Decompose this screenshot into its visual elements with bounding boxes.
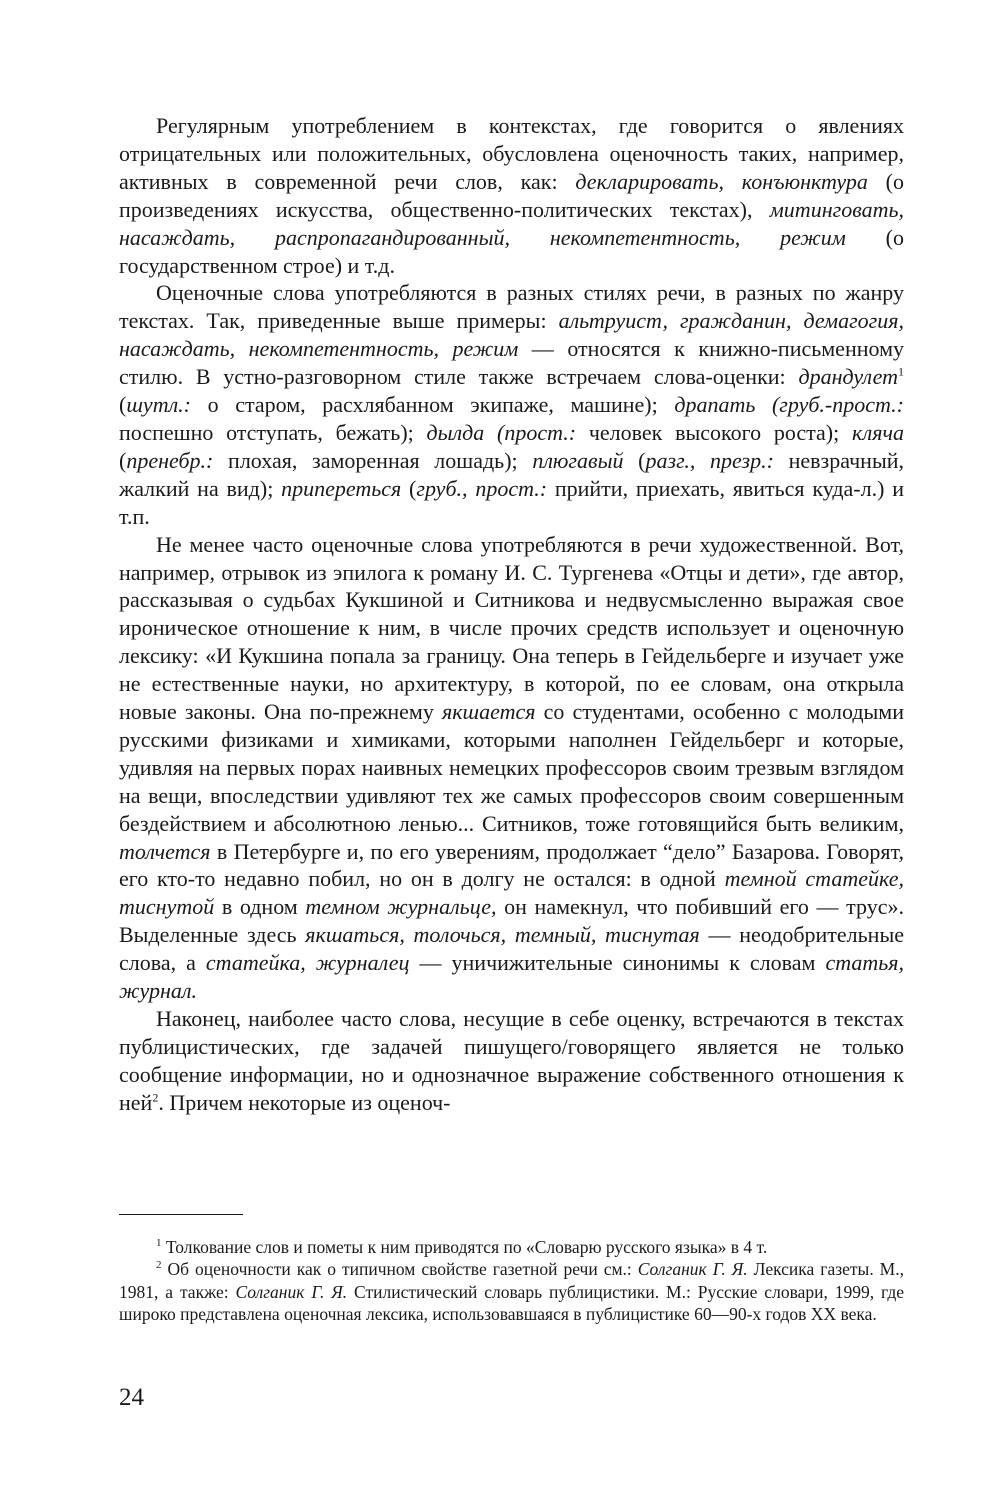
emphasis: шутл.: xyxy=(126,392,192,418)
emphasis: митинговать, насаждать, распропагандированный, некомпетентность, режим xyxy=(119,196,904,250)
emphasis: темном журнальце, xyxy=(305,894,497,920)
footnote-ref: 2 xyxy=(156,1259,162,1272)
text-run: ( xyxy=(119,392,127,418)
text-run: Толкование слов и пометы к ним приводятся по «Словарю русского языка» в 4 т. xyxy=(161,1237,768,1257)
text-run: в одном xyxy=(214,894,306,920)
footnotes xyxy=(119,1236,904,1326)
emphasis: Солганик Г. Я. xyxy=(637,1259,748,1280)
emphasis: плюгавый xyxy=(532,447,624,473)
paragraph xyxy=(119,531,904,1005)
text-run: прийти, приехать, явиться куда-л.) и т.п. xyxy=(119,475,905,529)
text-run: Регулярным употреблением в контекстах, где говорится о явлениях отрицательных или положительных, обусловлена оценочность таких, например, активных в современной речи слов, как: xyxy=(119,113,904,194)
emphasis: кляча xyxy=(851,419,904,445)
text-run: Наконец, наиболее часто слова, несущие в себе оценку, встречаются в текстах публицистических, где задачей пишущего/говорящего является не только сообщение информации, но и однозначное выражение собственного отношения к ней xyxy=(119,1006,904,1115)
text-run: со студентами, особенно с молодыми русскими физиками и химиками, которыми наполнен Гейдельберг и которые, удивляя на первых порах наивных немецких профессоров своим трезвым взглядом на вещи, впоследствии удивляют тех же самых профессоров своим совершенным бездействием и абсолютною ленью... Ситников, тоже готовящийся быть великим, xyxy=(119,699,904,836)
footnote xyxy=(119,1258,904,1325)
text-run: . Причем некоторые из оценоч- xyxy=(158,1089,451,1115)
text-run: он намекнул, что побивший его — трус». Выделенные здесь xyxy=(119,894,905,948)
paragraph xyxy=(119,279,904,530)
text-run: Лексика газеты. М., 1981, а также: xyxy=(119,1259,904,1302)
footnote-ref: 1 xyxy=(898,364,904,379)
text-run: — уничижительные синонимы к словам xyxy=(409,950,826,976)
emphasis: толчется xyxy=(119,838,211,864)
text-run: ( xyxy=(119,447,127,473)
text-run: Не менее часто оценочные слова употребляются в речи художественной. Вот, например, отрывок из эпилога к роману И. С. Тургенева «Отцы и дети», где автор, рассказывая о судьбах Кукшиной и Ситникова и недвусмысленно выражая свое ироническое отношение к ним, в числе прочих средств использует и оценочную лексику: «И Кукшина попала за границу. Она теперь в Гейдельберге и изучает уже не естественные науки, но архитектуру, в которой, по ее словам, она открыла новые законы. Она по-прежнему xyxy=(119,531,904,725)
emphasis: драпать (груб.-прост.: xyxy=(674,392,904,418)
text-run: о старом, расхлябанном экипаже, машине); xyxy=(191,392,675,418)
paragraph xyxy=(119,1005,904,1117)
emphasis: декларировать, конъюнктура xyxy=(575,168,868,194)
text-run: (о государственном строе) и т.д. xyxy=(119,224,904,278)
text-run: невзрачный, жалкий на вид); xyxy=(119,447,905,501)
text-run: Об оценочности как о типичном свойстве газетной речи см.: xyxy=(161,1259,638,1280)
text-run: ( xyxy=(401,475,417,501)
emphasis: Солганик Г. Я. xyxy=(235,1281,348,1302)
text-run: ( xyxy=(623,447,646,473)
footnote-ref: 1 xyxy=(156,1237,162,1250)
emphasis: альтруист, гражданин, демагогия, насаждать, некомпетентность, режим xyxy=(119,308,904,362)
text-run: — относятся к книжно-письменному стилю. В устно-разговорном стиле также встречаем слова-оценки: xyxy=(119,336,904,390)
text-run: Оценочные слова употребляются в разных стилях речи, в разных по жанру текстах. Так, приведенные выше примеры: xyxy=(119,280,904,334)
text-run: человек высокого роста); xyxy=(576,419,852,445)
emphasis: пренебр.: xyxy=(126,447,214,473)
emphasis: разг., презр.: xyxy=(645,447,774,473)
emphasis: груб., прост.: xyxy=(416,475,548,501)
text-run: — неодобрительные слова, а xyxy=(119,922,904,976)
text-run: Стилистический словарь публицистики. М.: Русские словари, 1999, где широко представлена оценочная лексика, использовавшаяся в публицистике 60—90-х годов XX века. xyxy=(119,1281,905,1325)
paragraph xyxy=(119,112,904,279)
text-run: плохая, заморенная лошадь); xyxy=(213,447,533,473)
emphasis: якшается xyxy=(441,699,536,725)
emphasis: драндулет xyxy=(798,364,898,390)
footnote xyxy=(119,1236,904,1258)
emphasis: припереться xyxy=(281,475,402,501)
emphasis: статья, журнал. xyxy=(119,950,904,1004)
text-run: (о произведениях искусства, общественно-политических текстах), xyxy=(119,168,904,222)
text-run: в Петербурге и, по его уверениям, продолжает “дело” Базарова. Говорят, его кто-то недавно побил, но он в долгу не остался: в одной xyxy=(119,838,904,892)
footnote-ref: 2 xyxy=(152,1090,159,1105)
text-run: поспешно отступать, бежать); xyxy=(119,419,427,445)
page-number: 24 xyxy=(119,1384,144,1411)
footnote-divider xyxy=(119,1214,243,1215)
emphasis: темной статейке, тиснутой xyxy=(119,866,904,920)
emphasis: якшаться, толочься, темный, тиснутая xyxy=(305,922,700,948)
emphasis: статейка, журналец xyxy=(205,950,410,976)
emphasis: дылда (прост.: xyxy=(426,419,577,445)
main-text xyxy=(119,112,904,1117)
